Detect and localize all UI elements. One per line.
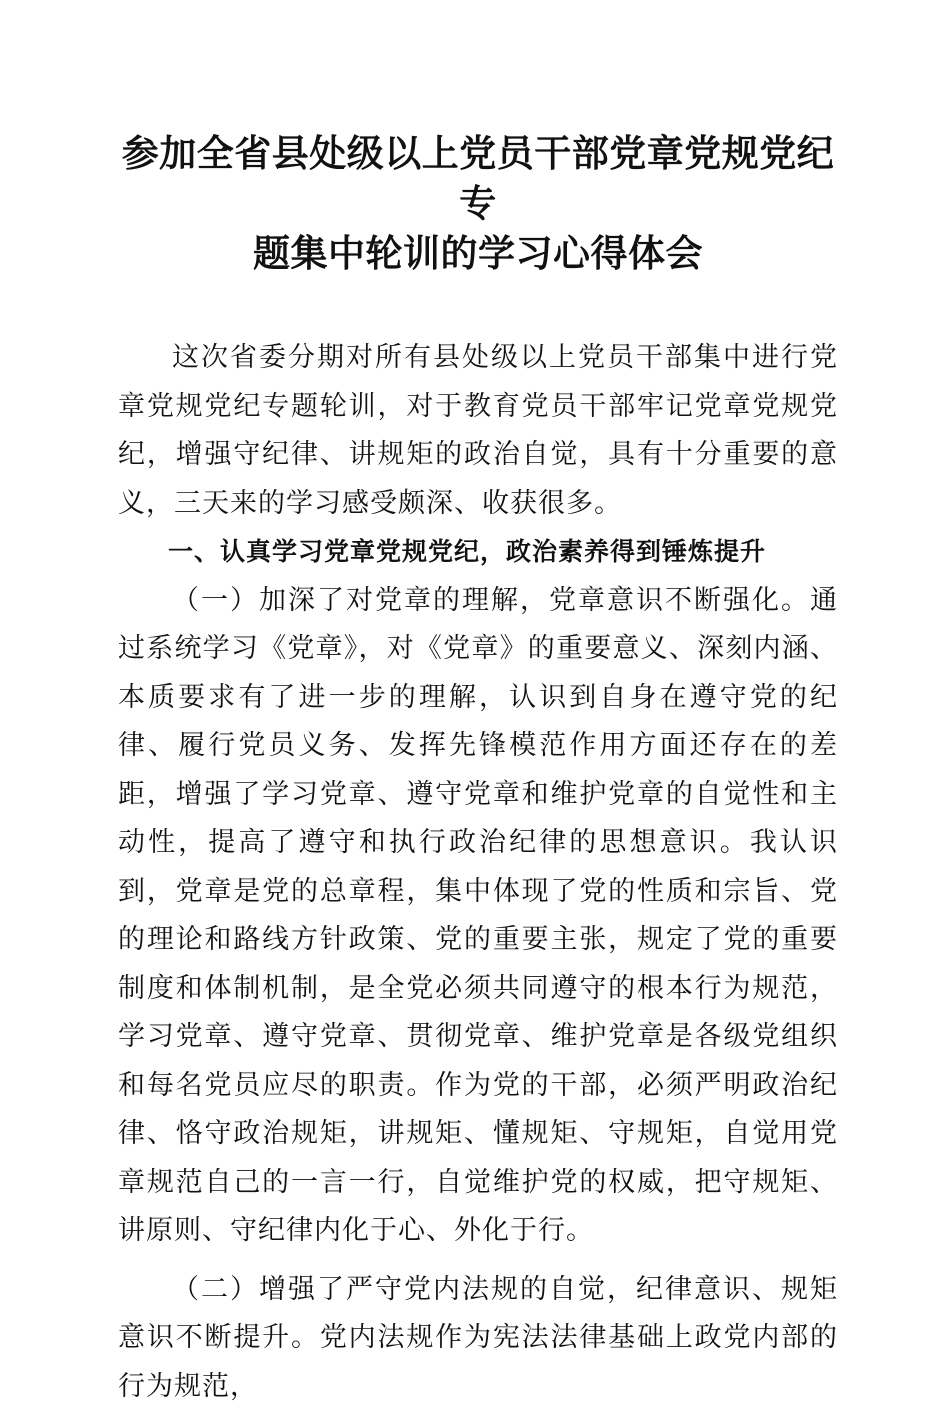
subsection-2-lead: （二）增强了严守党内法规的自觉，纪律意识、规矩意识不断提升。 bbox=[118, 1274, 838, 1354]
subsection-1-lead: （一）加深了对党章的理解，党章意识不断强化。 bbox=[172, 585, 810, 616]
intro-paragraph: 这次省委分期对所有县处级以上党员干部集中进行党章党规党纪专题轮训，对于教育党员干部牢记党章党规党纪，增强守纪律、讲规矩的政治自觉，具有十分重要的意义，三天来的学习感受颇深、收获很多。 bbox=[118, 334, 838, 528]
title-line-1: 参加全省县处级以上党员干部党章党规党纪专 bbox=[122, 131, 835, 225]
subsection-1-paragraph bbox=[118, 577, 838, 1256]
document-body bbox=[118, 334, 838, 1411]
subsection-1-body: 通过系统学习《党章》，对《党章》的重要意义、深刻内涵、本质要求有了进一步的理解，认识到自身在遵守党的纪律、履行党员义务、发挥先锋模范作用方面还存在的差距，增强了学习党章、遵守党章和维护党章的自觉性和主动性，提高了遵守和执行政治纪律的思想意识。我认识到，党章是党的总章程，集中体现了党的性质和宗旨、党的理论和路线方针政策、党的重要主张，规定了党的重要制度和体制机制，是全党必须共同遵守的根本行为规范，学习党章、遵守党章、贯彻党章、维护党章是各级党组织和每名党员应尽的职责。作为党的干部，必须严明政治纪律、恪守政治规矩，讲规矩、懂规矩、守规矩，自觉用党章规范自己的一言一行，自觉维护党的权威，把守规矩、讲原则、守纪律内化于心、外化于行。 bbox=[118, 585, 838, 1247]
subsection-2-paragraph bbox=[118, 1266, 838, 1411]
document-title bbox=[118, 128, 838, 278]
document-page bbox=[118, 128, 838, 1411]
subsection-2-body: 党内法规作为宪法法律基础上政党内部的行为规范， bbox=[118, 1322, 838, 1402]
title-line-2: 题集中轮训的学习心得体会 bbox=[253, 231, 703, 275]
section-1-heading: 一、认真学习党章党规党纪，政治素养得到锤炼提升 bbox=[118, 528, 838, 577]
